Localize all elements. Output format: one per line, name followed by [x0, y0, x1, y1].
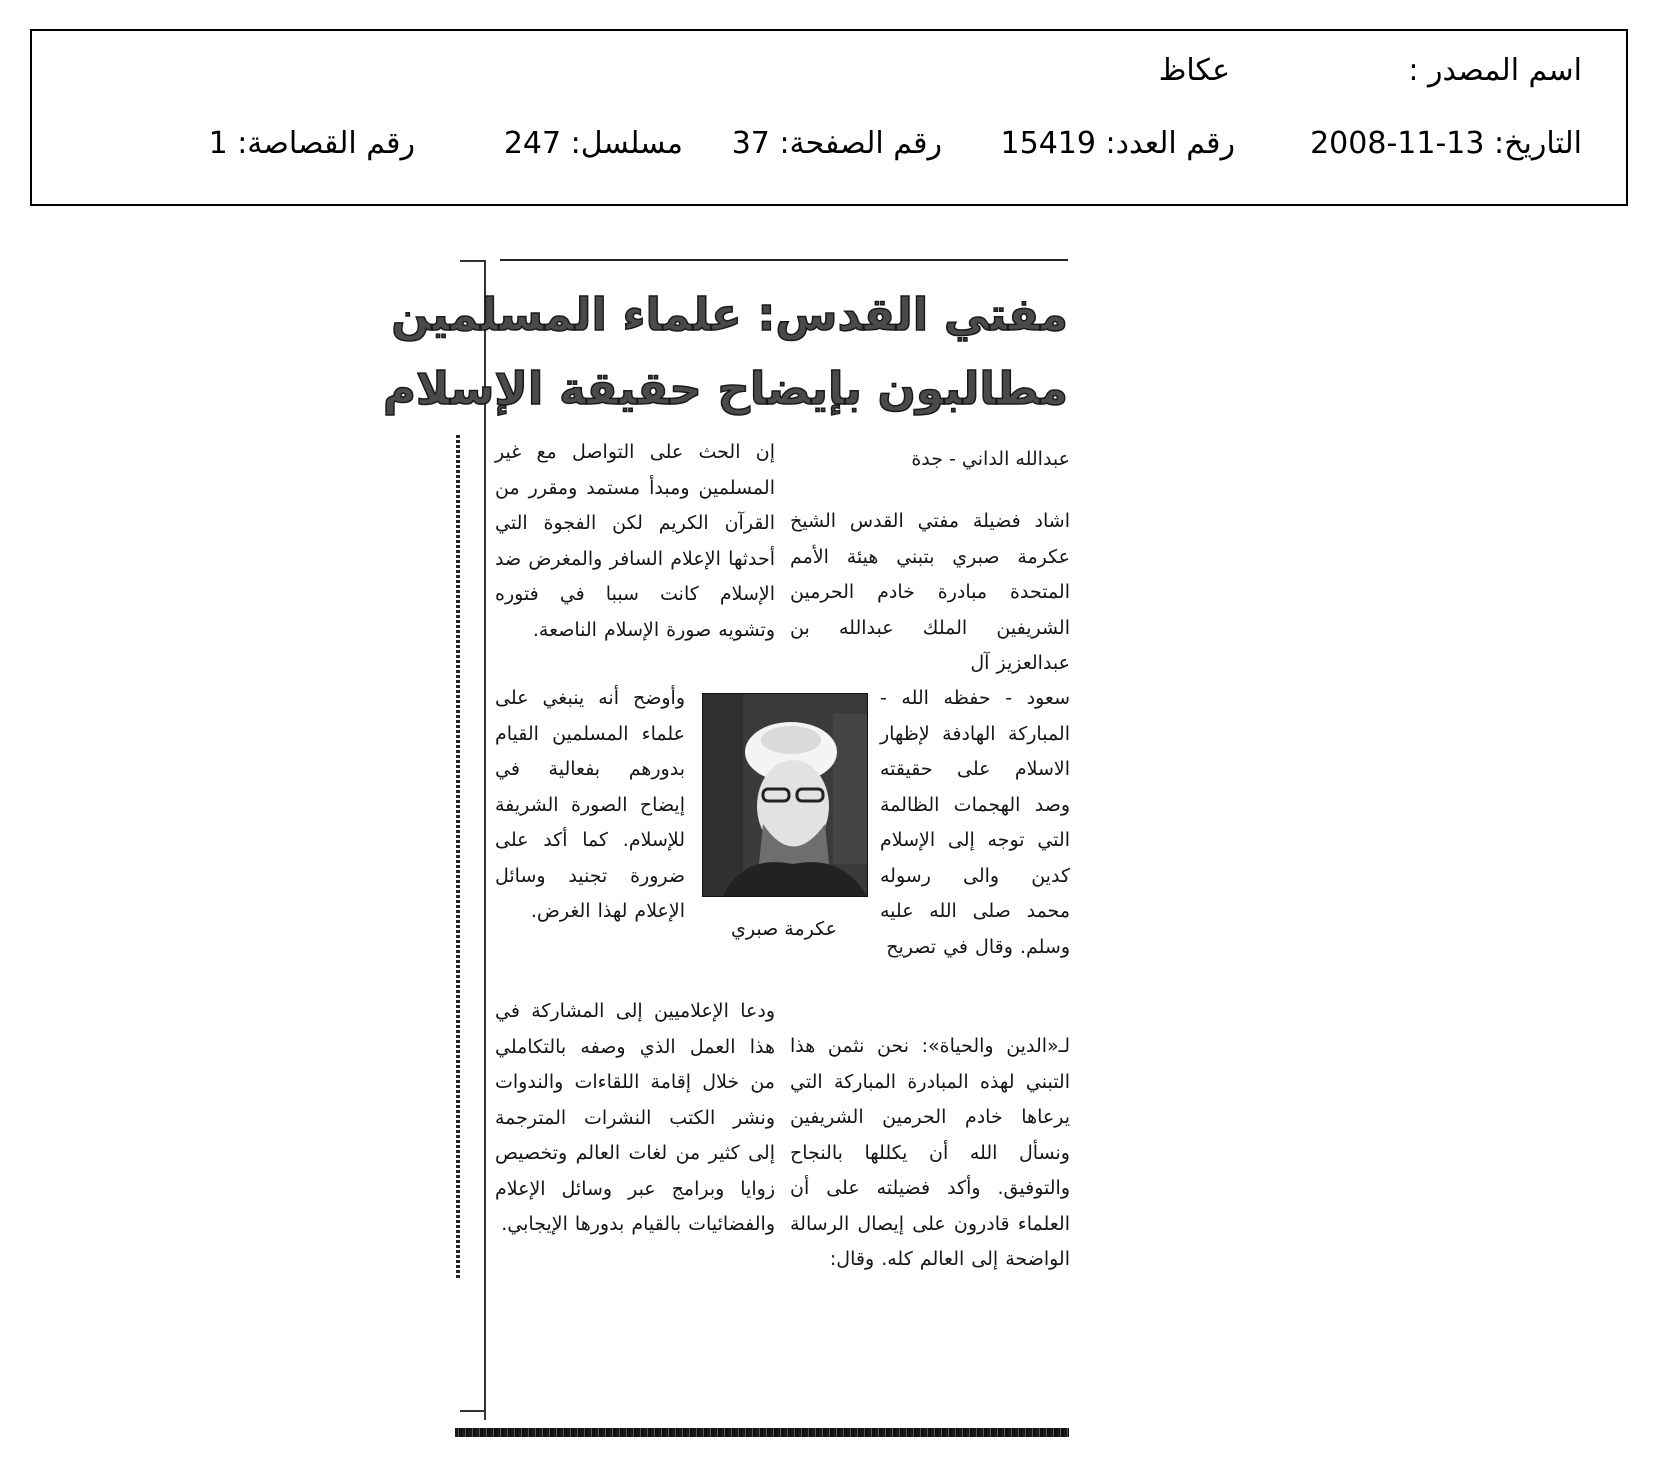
headline-line-2: مطالبون بإيضاح حقيقة الإسلام [382, 362, 1068, 415]
photo-caption: عكرمة صبري [731, 918, 837, 940]
column-rule-cap-bottom [460, 1410, 484, 1412]
bottom-rule [455, 1428, 1069, 1437]
issue-number-field: رقم العدد: 15419 [1000, 126, 1235, 161]
article-right-column-bottom: لـ«الدين والحياة»: نحن نثمن هذا التبني لهذه المبادرة المباركة التي يرعاها خادم الحرمين الشريفين ونسأل الله أن يكللها بالنجاح والتوفيق. وأكد فضيلته على أن العلماء قادرون على إيصال الرسالة الواضحة إلى العالم كله. وقال: [790, 1035, 1070, 1270]
date-field: التاريخ: 13-11-2008 [1310, 126, 1582, 161]
clip-number-field: رقم القصاصة: 1 [208, 126, 415, 161]
byline: عبدالله الداني - جدة [911, 448, 1070, 470]
column-rule-cap-top [460, 260, 484, 262]
dotted-rule [456, 435, 460, 1280]
top-rule [500, 259, 1068, 261]
source-info-box [30, 29, 1628, 206]
article-left-column-top: إن الحث على التواصل مع غير المسلمين ومبدأ مستمد ومقرر من القرآن الكريم لكن الفجوة التي أحدثها الإعلام السافر والمغرض ضد الإسلام كانت سببا في فتوره وتشويه صورة الإسلام الناصعة. [495, 441, 775, 641]
article-right-column-top: اشاد فضيلة مفتي القدس الشيخ عكرمة صبري بتبني هيئة الأمم المتحدة مبادرة خادم الحرمين الشريفين الملك عبدالله بن عبدالعزيز آل [790, 510, 1070, 674]
serial-field: مسلسل: 247 [503, 126, 683, 161]
column-rule [484, 260, 486, 1420]
newspaper-clipping [382, 250, 1140, 1450]
article-left-column-bottom: ودعا الإعلاميين إلى المشاركة في هذا العمل الذي وصفه بالتكاملي من خلال إقامة اللقاءات والندوات ونشر الكتب النشرات المترجمة إلى كثير من لغات العالم وتخصيص زوايا وبرامج عبر وسائل الإعلام والفضائيات بالقيام بدورها الإيجابي. [495, 1000, 775, 1235]
source-label: اسم المصدر : [1408, 53, 1582, 88]
article-left-column-narrow: وأوضح أنه ينبغي على علماء المسلمين القيام بدورهم بفعالية في إيضاح الصورة الشريفة للإسلام. كما أكد على ضرورة تجنيد وسائل الإعلام لهذا الغرض. [495, 687, 685, 922]
headline-line-1: مفتي القدس: علماء المسلمين [391, 288, 1068, 341]
article-right-column-narrow: سعود - حفظه الله - المباركة الهادفة لإظهار الاسلام على حقيقته وصد الهجمات الظالمة التي توجه إلى الإسلام كدين والى رسوله محمد صلى الله عليه وسلم. وقال في تصريح [880, 687, 1070, 958]
portrait-photo [702, 693, 868, 897]
portrait-illustration [703, 694, 867, 896]
source-value: عكاظ [1158, 53, 1230, 88]
page-number-field: رقم الصفحة: 37 [731, 126, 942, 161]
